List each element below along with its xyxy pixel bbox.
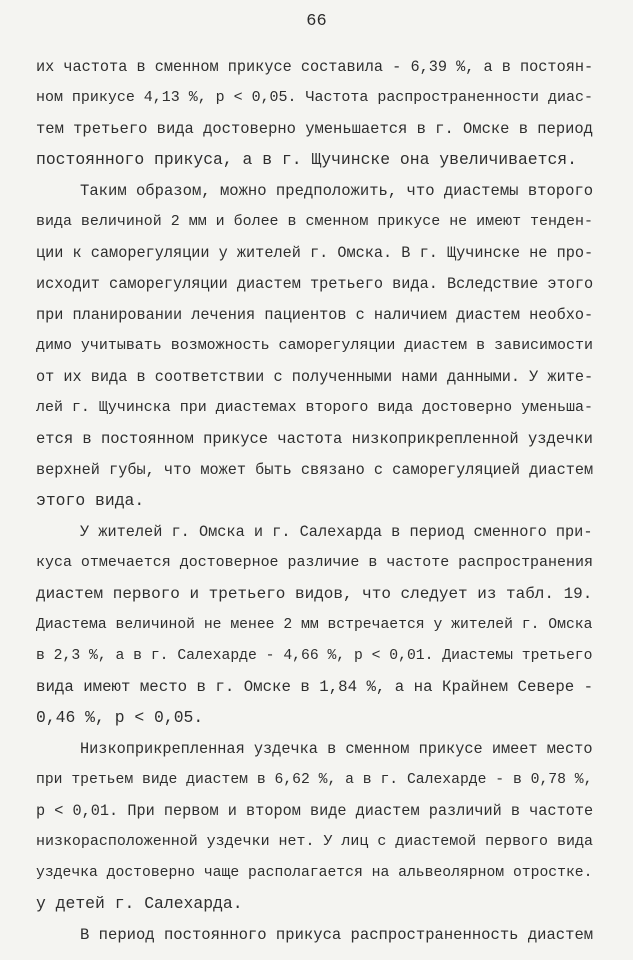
text-line: Таким образом, можно предположить, что диастемы второго bbox=[80, 182, 594, 200]
text-line: исходит саморегуляции диастем третьего вида. Вследствие этого bbox=[36, 275, 594, 293]
text-line: куса отмечается достоверное различие в частоте распространения bbox=[36, 555, 593, 571]
text-line: ется в постоянном прикусе частота низкоприкрепленной уздечки bbox=[36, 430, 593, 448]
text-line: тем третьего вида достоверно уменьшается в г. Омске в период bbox=[36, 120, 593, 138]
text-line: ном прикусе 4,13 %, р < 0,05. Частота распространенности диас- bbox=[36, 90, 593, 106]
text-line: постоянного прикуса, а в г. Щучинске она увеличивается. bbox=[36, 150, 577, 169]
text-line: У жителей г. Омска и г. Салехарда в период сменного при- bbox=[80, 523, 593, 541]
text-line: Низкоприкрепленная уздечка в сменном прикусе имеет место bbox=[80, 740, 593, 758]
text-line: В период постоянного прикуса распространенность диастем bbox=[80, 926, 594, 944]
text-line: этого вида. bbox=[36, 491, 145, 510]
text-line: при третьем виде диастем в 6,62 %, а в г. Салехарде - в 0,78 %, bbox=[36, 772, 593, 788]
text-line: низкорасположенной уздечки нет. У лиц с диастемой первого вида bbox=[36, 834, 593, 850]
text-line: у детей г. Салехарда. bbox=[36, 894, 243, 913]
text-line: вида величиной 2 мм и более в сменном прикусе не имеют тенден- bbox=[36, 214, 593, 230]
text-line: лей г. Щучинска при диастемах второго вида достоверно уменьша- bbox=[36, 400, 593, 416]
text-line: при планировании лечения пациентов с наличием диастем необхо- bbox=[36, 306, 594, 324]
text-line: в 2,3 %, а в г. Салехарде - 4,66 %, р < 0,01. Диастемы третьего bbox=[36, 648, 593, 664]
text-line: диастем первого и третьего видов, что следует из табл. 19. bbox=[36, 585, 593, 603]
text-line: 0,46 %, р < 0,05. bbox=[36, 708, 204, 727]
text-line: Диастема величиной не менее 2 мм встречается у жителей г. Омска bbox=[36, 617, 593, 633]
text-line: ции к саморегуляции у жителей г. Омска. В г. Щучинске не про- bbox=[36, 244, 594, 262]
text-line: от их вида в соответствии с полученными нами данными. У жите- bbox=[36, 368, 594, 386]
text-line: димо учитывать возможность саморегуляции диастем в зависимости bbox=[36, 338, 593, 354]
text-line: их частота в сменном прикусе составила - 6,39 %, а в постоян- bbox=[36, 58, 594, 76]
text-line: уздечка достоверно чаще располагается на альвеолярном отростке. bbox=[36, 865, 593, 881]
text-line: вида имеют место в г. Омске в 1,84 %, а на Крайнем Севере - bbox=[36, 678, 594, 696]
text-line: р < 0,01. При первом и втором виде диастем различий в частоте bbox=[36, 802, 594, 820]
text-line: верхней губы, что может быть связано с саморегуляцией диастем bbox=[36, 461, 594, 479]
page-number: 66 bbox=[306, 12, 327, 31]
